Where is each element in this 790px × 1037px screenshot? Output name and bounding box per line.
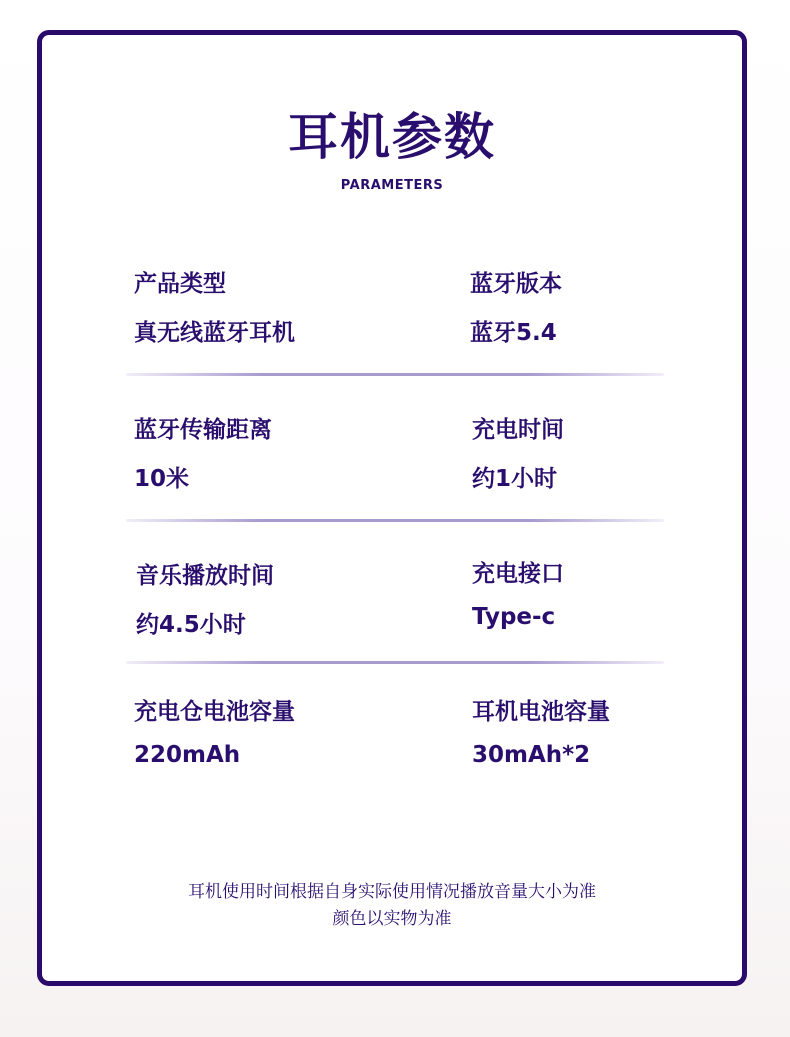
param-label: 音乐播放时间 xyxy=(136,563,274,589)
param-label: 耳机电池容量 xyxy=(472,699,610,725)
param-label: 蓝牙版本 xyxy=(470,271,562,297)
param-case-battery xyxy=(134,693,295,768)
page-subtitle: PARAMETERS xyxy=(340,178,444,193)
param-value: Type-c xyxy=(472,604,556,630)
param-label: 充电时间 xyxy=(472,417,564,443)
param-label: 充电接口 xyxy=(472,561,564,587)
divider xyxy=(126,373,664,376)
param-label: 充电仓电池容量 xyxy=(134,699,295,725)
param-charge-port xyxy=(472,555,564,630)
param-earbud-battery xyxy=(472,693,610,768)
footnote-line: 耳机使用时间根据自身实际使用情况播放音量大小为准 xyxy=(188,882,596,902)
param-value: 约1小时 xyxy=(472,466,558,492)
param-value: 蓝牙5.4 xyxy=(470,320,557,346)
param-play-time xyxy=(136,557,274,639)
param-label: 产品类型 xyxy=(134,271,226,297)
page-title: 耳机参数 xyxy=(288,108,496,166)
param-bluetooth-version xyxy=(470,265,562,347)
param-charge-time xyxy=(472,411,564,493)
param-value: 10米 xyxy=(134,466,190,492)
param-label: 蓝牙传输距离 xyxy=(134,417,272,443)
param-value: 真无线蓝牙耳机 xyxy=(134,320,295,346)
param-value: 220mAh xyxy=(134,742,241,768)
param-bluetooth-range xyxy=(134,411,272,493)
divider xyxy=(126,661,664,664)
param-product-type xyxy=(134,265,295,347)
param-value: 30mAh*2 xyxy=(472,742,591,768)
divider xyxy=(126,519,664,522)
param-value: 约4.5小时 xyxy=(136,612,246,638)
footnote xyxy=(42,879,742,933)
parameters-card xyxy=(37,30,747,986)
footnote-line: 颜色以实物为准 xyxy=(332,909,452,929)
